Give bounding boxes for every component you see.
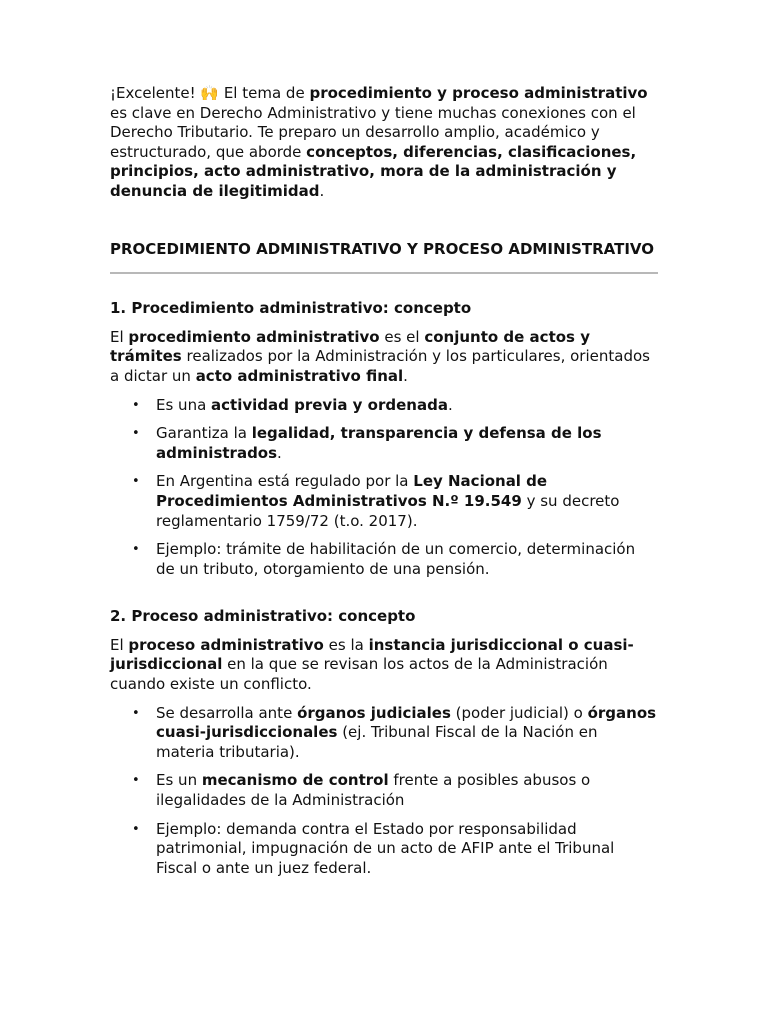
item-text: Es una	[156, 395, 212, 414]
section-paragraph	[110, 328, 658, 387]
list-item	[156, 820, 658, 879]
para-text: en la que se revisan los actos de la Administración cuando existe un conflicto.	[110, 655, 608, 694]
list-item	[156, 540, 658, 579]
item-text: Garantiza la	[156, 424, 252, 443]
intro-text: ¡Excelente!	[110, 84, 201, 102]
intro-bold: procedimiento y proceso administrativo	[309, 84, 648, 102]
horizontal-rule	[110, 272, 658, 274]
bullet-list	[110, 704, 658, 879]
item-text: .	[447, 395, 453, 414]
intro-paragraph	[110, 84, 658, 202]
item-bold: órganos cuasi-jurisdiccionales	[156, 703, 657, 742]
para-bold: conjunto de actos y trámites	[110, 327, 590, 366]
document-content	[110, 84, 658, 906]
list-item	[156, 704, 658, 763]
para-bold: proceso administrativo	[128, 635, 324, 654]
item-text: y su decreto reglamentario 1759/72 (t.o. 2017).	[156, 491, 620, 530]
section-heading: 1. Procedimiento administrativo: concepto	[110, 299, 472, 318]
item-bold: órganos judiciales	[297, 703, 451, 722]
para-text: El	[110, 327, 129, 346]
para-bold: procedimiento administrativo	[128, 327, 380, 346]
para-text: es la	[323, 635, 369, 654]
para-text: realizados por la Administración y los particulares, orientados a dictar un	[110, 347, 650, 385]
para-text: El	[110, 635, 129, 654]
item-bold: actividad previa y ordenada	[211, 395, 448, 414]
para-text: es el	[379, 327, 425, 346]
item-text: frente a posibles abusos o ilegalidades de la Administración	[156, 771, 591, 810]
item-bold: legalidad, transparencia y defensa de los administrados	[156, 424, 602, 462]
section-procedimiento	[110, 299, 658, 579]
emoji-icon: 🙌	[200, 84, 220, 102]
para-text: .	[403, 366, 408, 385]
item-text: Ejemplo: demanda contra el Estado por responsabilidad patrimonial, impugnación de un acto de AFIP ante el Tribunal Fiscal o ante un juez federal.	[156, 819, 615, 877]
item-text: Es un	[156, 771, 202, 790]
main-title: PROCEDIMIENTO ADMINISTRATIVO Y PROCESO ADMINISTRATIVO	[110, 239, 655, 258]
section-heading: 2. Proceso administrativo: concepto	[110, 607, 416, 626]
item-text: Se desarrolla ante	[156, 703, 298, 722]
intro-text: es clave en Derecho Administrativo y tiene muchas conexiones con el Derecho Tributario. Te preparo un desarrollo amplio, académico y estructurado, que aborde	[110, 103, 636, 161]
intro-bold: conceptos, diferencias, clasificaciones, principios, acto administrativo, mora de la administración y denuncia de ilegitimidad	[110, 142, 637, 200]
item-bold: Ley Nacional de Procedimientos Administrativos N.º 19.549	[156, 472, 548, 510]
list-item	[156, 396, 658, 416]
list-item	[156, 472, 658, 531]
para-bold: acto administrativo final	[195, 366, 404, 385]
list-item	[156, 424, 658, 463]
para-bold: instancia jurisdiccional o cuasi-jurisdiccional	[110, 635, 634, 674]
item-text: (ej. Tribunal Fiscal de la Nación en materia tributaria).	[156, 723, 598, 761]
section-proceso	[110, 607, 658, 878]
intro-text: .	[319, 181, 325, 200]
bullet-list	[110, 396, 658, 580]
item-bold: mecanismo de control	[201, 771, 389, 790]
list-item	[156, 771, 658, 810]
item-text: Ejemplo: trámite de habilitación de un comercio, determinación de un tributo, otorgamiento de una pensión.	[156, 540, 636, 578]
section-paragraph	[110, 636, 658, 695]
intro-text: El tema de	[219, 84, 310, 102]
item-text: .	[277, 443, 282, 462]
item-text: En Argentina está regulado por la	[156, 472, 414, 491]
item-text: (poder judicial) o	[450, 703, 588, 722]
